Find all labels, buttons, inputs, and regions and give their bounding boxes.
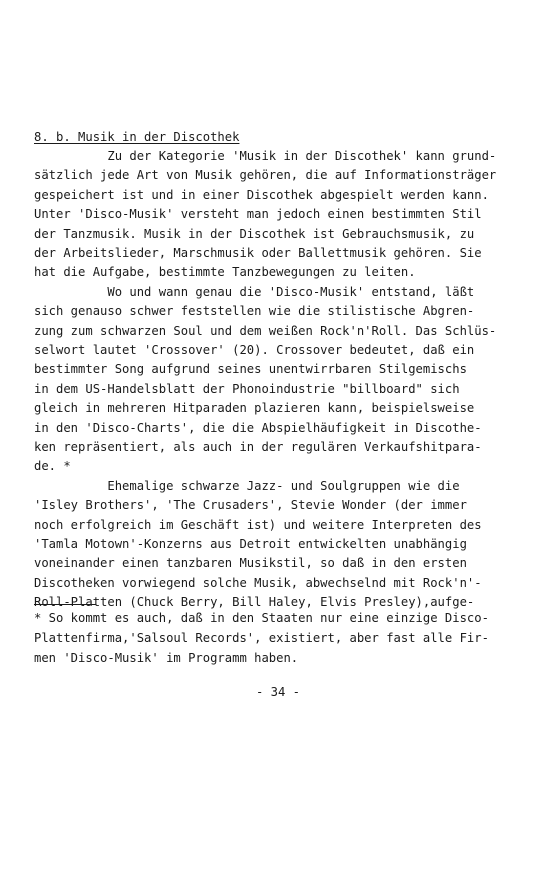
body-line: 'Isley Brothers', 'The Crusaders', Stevie Wonder (der immer: [34, 498, 467, 513]
body-line: Ehemalige schwarze Jazz- und Soulgruppen wie die: [34, 478, 460, 493]
body-line: Discotheken vorwiegend solche Musik, abwechselnd mit Rock'n'-: [34, 575, 482, 590]
footnote-line: Plattenfirma,'Salsoul Records', existiert, aber fast alle Fir-: [34, 631, 489, 645]
body-line: voneinander einen tanzbaren Musikstil, so daß in den ersten: [34, 556, 467, 571]
body-line: gleich in mehreren Hitparaden plazieren kann, beispielsweise: [34, 401, 475, 416]
footnote-line: men 'Disco-Musik' im Programm haben.: [34, 651, 299, 665]
body-line: Zu der Kategorie 'Musik in der Discothek' kann grund-: [34, 149, 497, 163]
body-line: sätzlich jede Art von Musik gehören, die auf Informationsträger: [34, 168, 497, 183]
page-number: - 34 -: [255, 685, 301, 699]
body-line: hat die Aufgabe, bestimmte Tanzbewegungen zu leiten.: [34, 265, 416, 280]
body-line: der Tanzmusik. Musik in der Discothek ist Gebrauchsmusik, zu: [34, 226, 475, 241]
body-line: gespeichert ist und in einer Discothek abgespielt werden kann.: [34, 187, 489, 202]
body-line: Roll-Platten (Chuck Berry, Bill Haley, Elvis Presley),aufge-: [34, 595, 475, 610]
body-line: sich genauso schwer feststellen wie die stilistische Abgren-: [34, 304, 475, 319]
footnote-divider: [34, 604, 96, 605]
body-line: selwort lautet 'Crossover' (20). Crossover bedeutet, daß ein: [34, 343, 475, 357]
body-line: in dem US-Handelsblatt der Phonoindustrie "billboard" sich: [34, 381, 460, 396]
body-line: noch erfolgreich im Geschäft ist) und weitere Interpreten des: [34, 517, 482, 532]
body-line: ken repräsentiert, als auch in der regulären Verkaufshitpara-: [34, 440, 482, 454]
body-line: de. *: [34, 459, 71, 474]
body-line: der Arbeitslieder, Marschmusik oder Ballettmusik gehören. Sie: [34, 246, 482, 260]
body-line: zung zum schwarzen Soul und dem weißen Rock'n'Roll. Das Schlüs-: [34, 323, 497, 338]
body-line: Wo und wann genau die 'Disco-Musik' entstand, läßt: [34, 284, 475, 299]
section-heading: 8. b. Musik in der Discothek: [34, 130, 240, 144]
body-line: in den 'Disco-Charts', die die Abspielhäufigkeit in Discothe-: [34, 420, 482, 435]
body-line: 'Tamla Motown'-Konzerns aus Detroit entwickelten unabhängig: [34, 537, 467, 551]
body-line: Unter 'Disco-Musik' versteht man jedoch einen bestimmten Stil: [34, 207, 482, 222]
body-line: bestimmter Song aufgrund seines unentwirrbaren Stilgemischs: [34, 362, 467, 377]
footnote-line: * So kommt es auch, daß in den Staaten nur eine einzige Disco-: [34, 611, 489, 625]
